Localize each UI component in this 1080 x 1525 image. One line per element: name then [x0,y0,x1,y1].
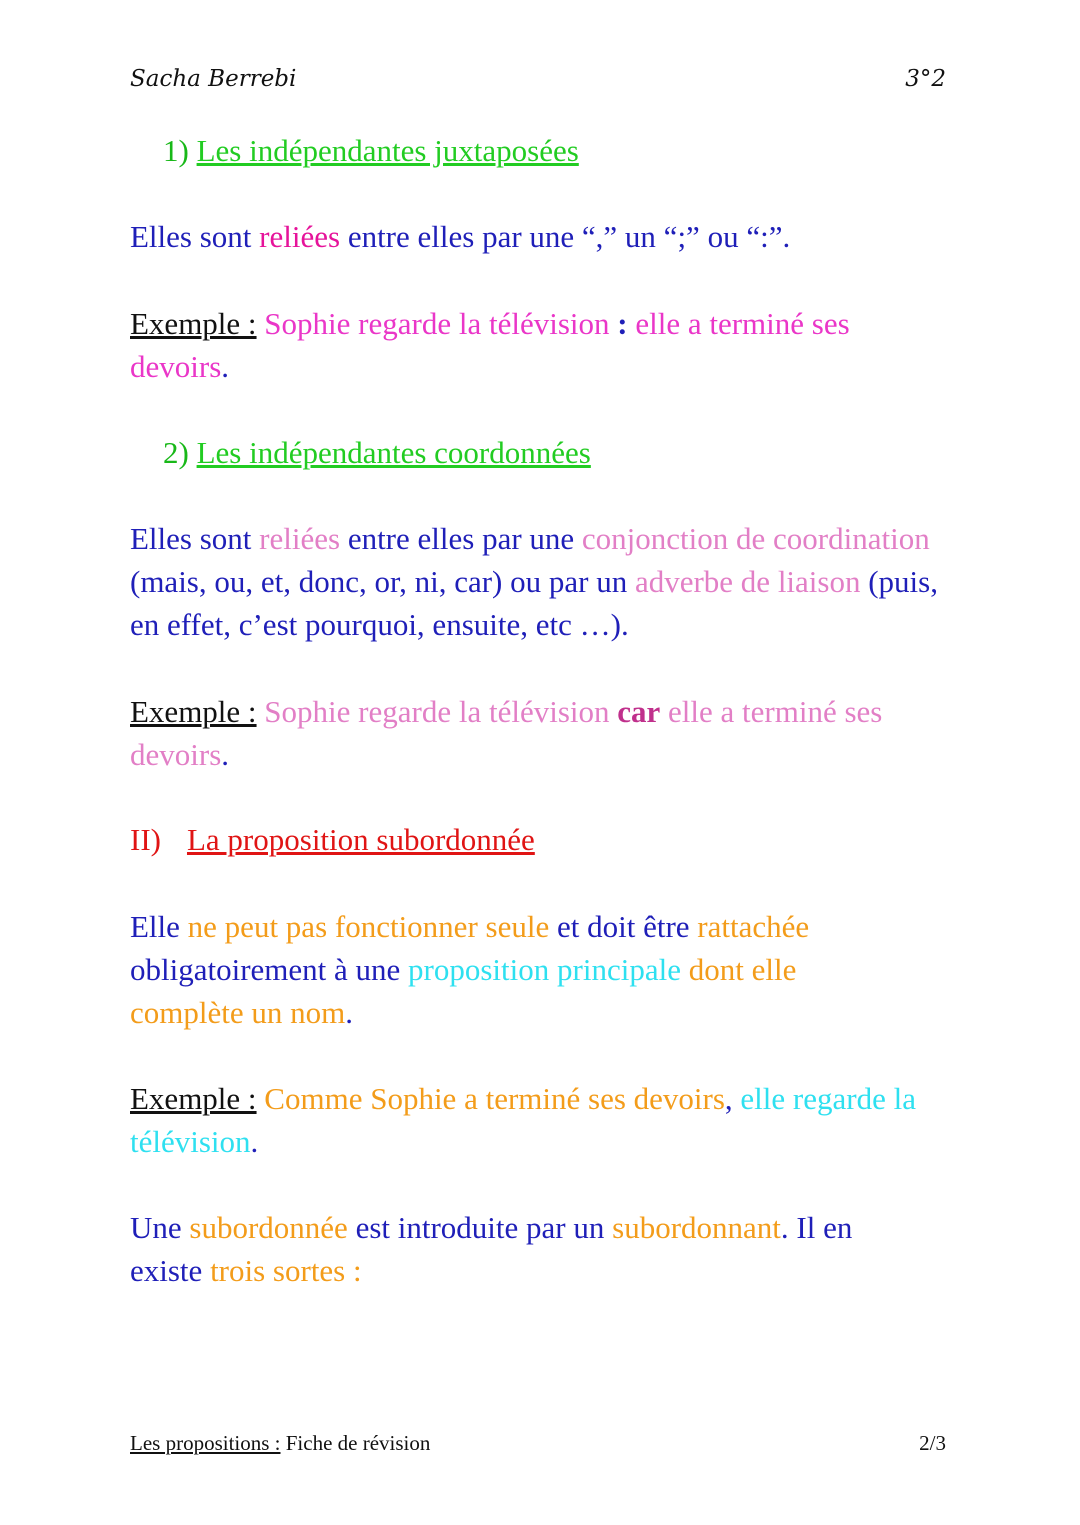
section2-example [130,690,950,776]
example-period: . [221,349,230,384]
example-label: Exemple : [130,694,257,729]
text-run: Elles sont [130,219,260,254]
example-text: Sophie regarde la télévision [256,694,618,729]
example-text: Sophie regarde la télévision [256,306,618,341]
example-text: elle a terminé ses devoirs [130,694,883,772]
text-run: . [345,995,353,1030]
text-run: (puis, en effet, c’est pourquoi, ensuite, etc …). [130,564,938,642]
author-name: Sacha Berrebi [130,66,297,92]
example-comma: , [724,1081,741,1116]
text-run: Elles sont [130,521,260,556]
section3-number: II) [130,822,161,857]
class-label: 3°2 [905,66,946,92]
example-label: Exemple : [130,1081,257,1116]
text-run: dont elle complète un nom [130,952,797,1030]
example-car: car [617,694,661,729]
section2-heading [163,431,591,474]
section1-example [130,302,930,388]
section3-heading [130,818,535,861]
text-run: . Il en existe [130,1210,853,1288]
section3-example [130,1077,950,1163]
keyword-seule: ne peut pas fonctionner seule [187,909,550,944]
footer [130,1431,430,1456]
section1-title: Les indépendantes juxtaposées [196,133,579,168]
text-run: et doit être [549,909,698,944]
section1-number: 1) [163,133,189,168]
keyword-subordonnee: subordonnée [189,1210,348,1245]
footer-label: Les propositions : [130,1431,281,1455]
section1-text [130,215,950,258]
text-run: Elle [130,909,188,944]
keyword-reliees: reliées [259,521,341,556]
keyword-principale: proposition principale [408,952,681,987]
section3-text [130,905,890,1034]
text-run: est introduite par un [347,1210,613,1245]
keyword-trois-sortes: trois sortes : [210,1253,362,1288]
section3-text2 [130,1206,910,1292]
text-run: Une [130,1210,190,1245]
text-run: entre elles par une [340,521,582,556]
section1-heading [163,129,579,172]
text-run: entre elles par une “,” un “;” ou “:”. [340,219,791,254]
section3-title: La proposition subordonnée [186,822,535,857]
keyword-conjonction: conjonction de coordination [581,521,930,556]
example-period: . [221,737,230,772]
section2-text [130,517,950,646]
text-run: (mais, ou, et, donc, or, ni, car) ou par un [130,564,635,599]
keyword-reliees: reliées [259,219,341,254]
example-text: Comme Sophie a terminé ses devoirs [256,1081,725,1116]
page-number: 2/3 [919,1431,946,1455]
example-text: elle a terminé ses devoirs [130,306,850,384]
example-period: . [250,1124,259,1159]
text-run: obligatoirement à une [130,952,409,987]
footer-text: Fiche de révision [280,1431,431,1455]
section2-number: 2) [163,435,189,470]
keyword-subordonnant: subordonnant [612,1210,781,1245]
keyword-adverbe: adverbe de liaison [634,564,861,599]
example-colon: : [617,306,628,341]
keyword-rattachee: rattachée [697,909,810,944]
example-label: Exemple : [130,306,257,341]
section2-title: Les indépendantes coordonnées [196,435,591,470]
example-text: elle regarde la télévision [130,1081,916,1159]
